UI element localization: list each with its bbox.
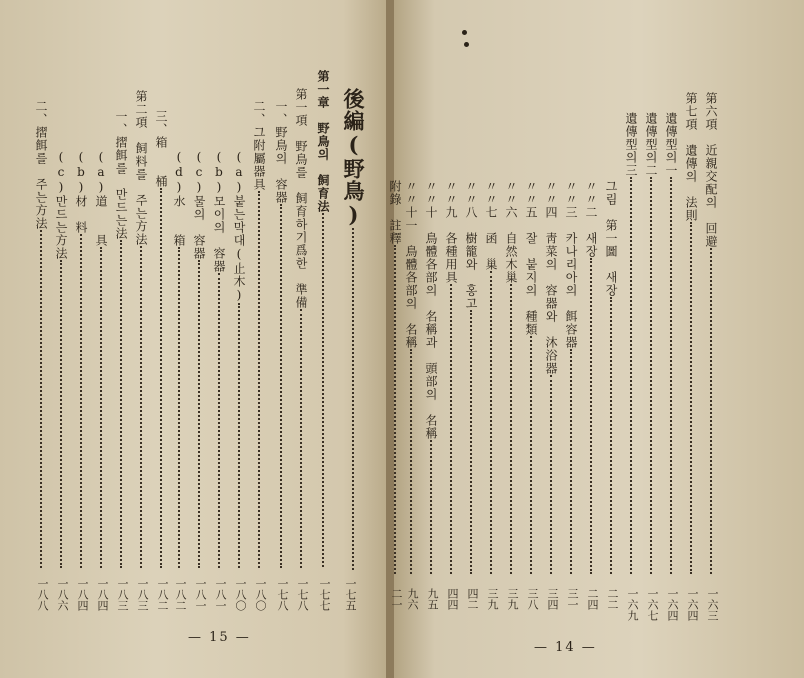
leader-dots: [218, 273, 220, 568]
toc-page-number: 一六九: [626, 588, 639, 621]
toc-entry-title: 〃〃七 函 巢: [484, 180, 498, 271]
toc-page-number: 三九: [506, 588, 519, 610]
toc-entry: [444, 180, 458, 582]
ink-dot: [464, 42, 469, 47]
toc-page-number: 一八八: [36, 578, 49, 611]
toc-entry-title: (a)道 具: [94, 150, 108, 247]
toc-entry-title: 二、그附屬器具: [252, 100, 266, 191]
leader-dots: [120, 240, 122, 568]
toc-entry-title: 〃〃六 自然木巢: [504, 180, 518, 284]
toc-entry-title: (b)材 料: [74, 150, 88, 234]
toc-entry: [274, 100, 288, 576]
toc-entry: [342, 88, 364, 578]
toc-entry: [484, 180, 498, 582]
toc-entry-title: 〃〃四 靑菜의 容器와 沐浴器: [544, 180, 558, 375]
toc-entry-title: (b)모이의 容器: [212, 150, 226, 273]
toc-page-number: 三八: [526, 588, 539, 610]
toc-page-number: 四二: [466, 588, 479, 610]
toc-page-number: 三九: [486, 588, 499, 610]
toc-entry: [564, 180, 578, 582]
leader-dots: [650, 177, 652, 574]
toc-entry: [134, 90, 148, 576]
toc-entry: [704, 92, 718, 582]
ink-dot: [462, 30, 467, 35]
toc-entry: [404, 180, 418, 582]
leader-dots: [590, 258, 592, 574]
leader-dots: [394, 245, 396, 574]
leader-dots: [470, 310, 472, 574]
toc-entry-title: (d)水 箱: [172, 150, 186, 247]
toc-page-number: 一八六: [56, 578, 69, 611]
toc-entry-title: 〃〃十 鳥體各部의 名稱과 頭部의 名稱: [424, 180, 438, 440]
toc-entry-title: 二、摺餌를 주는方法: [34, 100, 48, 230]
toc-entry: [74, 150, 88, 576]
toc-entry-title: 遺傳型의一: [664, 112, 678, 177]
toc-entry: [388, 180, 402, 582]
right-page: [388, 0, 804, 678]
toc-page-number: 一八三: [116, 578, 129, 611]
leader-dots: [450, 284, 452, 574]
toc-page-number: 一八〇: [254, 578, 267, 611]
toc-entry: [294, 88, 308, 576]
right-folio: — 14 —: [534, 640, 597, 655]
leader-dots: [352, 228, 354, 570]
toc-entry-title: 〃〃八 樹籠와 홍고: [464, 180, 478, 310]
left-folio: — 15 —: [188, 630, 251, 645]
toc-page-number: 二一: [390, 588, 403, 610]
toc-page-number: 九五: [426, 588, 439, 610]
toc-page-number: 一七八: [276, 578, 289, 611]
toc-entry: [544, 180, 558, 582]
toc-entry-title: 附錄 註釋: [388, 180, 402, 245]
toc-entry: [604, 180, 618, 582]
toc-entry-title: 遺傳型의二: [644, 112, 658, 177]
toc-page-number: 三一: [566, 588, 579, 610]
toc-entry: [684, 92, 698, 582]
toc-entry-title: 〃〃九 各種用具: [444, 180, 458, 284]
toc-page-number: 一六四: [666, 588, 679, 621]
leader-dots: [160, 188, 162, 568]
toc-entry-title: 〃〃二 새장: [584, 180, 598, 258]
toc-entry-title: 第一項 野鳥를 飼育하기爲한 準備: [294, 88, 308, 309]
toc-entry: [34, 100, 48, 576]
leader-dots: [430, 440, 432, 574]
leader-dots: [100, 247, 102, 568]
toc-entry: [192, 150, 206, 576]
toc-page-number: 一七五: [344, 578, 357, 611]
toc-entry: [154, 110, 168, 576]
toc-entry: [232, 150, 246, 576]
toc-entry-title: 三、箱 桶: [154, 110, 168, 188]
toc-entry-title: 後編(野鳥): [341, 88, 366, 228]
toc-page-number: 二二: [606, 588, 619, 610]
toc-entry: [664, 112, 678, 582]
toc-entry: [504, 180, 518, 582]
toc-entry-title: 〃〃十一 鳥體各部의 名稱: [404, 180, 418, 349]
leader-dots: [178, 247, 180, 568]
leader-dots: [322, 213, 324, 567]
toc-page-number: 一七八: [296, 578, 309, 611]
toc-page-number: 一六七: [646, 588, 659, 621]
toc-entry-title: 一、野鳥의 容器: [274, 100, 288, 204]
toc-entry: [114, 110, 128, 576]
leader-dots: [238, 303, 240, 568]
leader-dots: [550, 375, 552, 574]
toc-entry-title: 그림 第一圖 새장: [604, 180, 618, 297]
toc-entry: [524, 180, 538, 582]
toc-entry-title: 〃〃三 카나리아의 餌容器: [564, 180, 578, 349]
toc-entry-title: 第七項 遺傳의 法則: [684, 92, 698, 222]
leader-dots: [40, 230, 42, 568]
leader-dots: [670, 177, 672, 574]
toc-entry-title: 第一章 野鳥의 飼育法: [316, 70, 330, 213]
toc-entry-title: 一、摺餌를 만드는法: [114, 110, 128, 240]
toc-page-number: 一八〇: [234, 578, 247, 611]
toc-entry: [172, 150, 186, 576]
leader-dots: [490, 271, 492, 574]
leader-dots: [60, 260, 62, 568]
toc-entry: [424, 180, 438, 582]
leader-dots: [570, 349, 572, 574]
toc-page-number: 一八一: [194, 578, 207, 611]
toc-page-number: 一八四: [76, 578, 89, 611]
toc-page-number: 九六: [406, 588, 419, 610]
leader-dots: [300, 309, 302, 568]
toc-entry: [212, 150, 226, 576]
leader-dots: [690, 222, 692, 574]
leader-dots: [630, 177, 632, 574]
toc-entry-title: (c)물의 容器: [192, 150, 206, 260]
toc-page-number: 一八一: [214, 578, 227, 611]
left-page: [0, 0, 390, 678]
toc-entry: [54, 150, 68, 576]
toc-page-number: 一七七: [318, 578, 331, 611]
toc-entry: [464, 180, 478, 582]
toc-page-number: 三四: [546, 588, 559, 610]
toc-entry-title: 〃〃五 잘 붙지의 種類: [524, 180, 538, 336]
toc-entry: [584, 180, 598, 582]
toc-entry: [94, 150, 108, 576]
toc-page-number: 一八三: [136, 578, 149, 611]
toc-page-number: 二四: [586, 588, 599, 610]
toc-entry-title: 遺傳型의三: [624, 112, 638, 177]
toc-page-number: 一八二: [174, 578, 187, 611]
toc-page-number: 一六三: [706, 588, 719, 621]
toc-entry-title: (a)붙는막대(止木): [232, 150, 246, 303]
toc-entry: [316, 70, 330, 575]
toc-entry: [644, 112, 658, 582]
toc-entry: [624, 112, 638, 582]
toc-page-number: 一六四: [686, 588, 699, 621]
leader-dots: [198, 260, 200, 568]
toc-page-number: 四四: [446, 588, 459, 610]
leader-dots: [258, 191, 260, 568]
leader-dots: [140, 246, 142, 568]
leader-dots: [530, 336, 532, 574]
toc-page-number: 一八四: [96, 578, 109, 611]
leader-dots: [510, 284, 512, 574]
leader-dots: [280, 204, 282, 568]
toc-entry-title: 第六項 近親交配의 回避: [704, 92, 718, 248]
toc-entry-title: 第二項 飼料를 주는方法: [134, 90, 148, 246]
toc-entry-title: (c)만드는方法: [54, 150, 68, 260]
toc-entry: [252, 100, 266, 576]
leader-dots: [710, 248, 712, 574]
leader-dots: [80, 234, 82, 568]
leader-dots: [610, 297, 612, 574]
leader-dots: [410, 349, 412, 574]
toc-page-number: 一八二: [156, 578, 169, 611]
